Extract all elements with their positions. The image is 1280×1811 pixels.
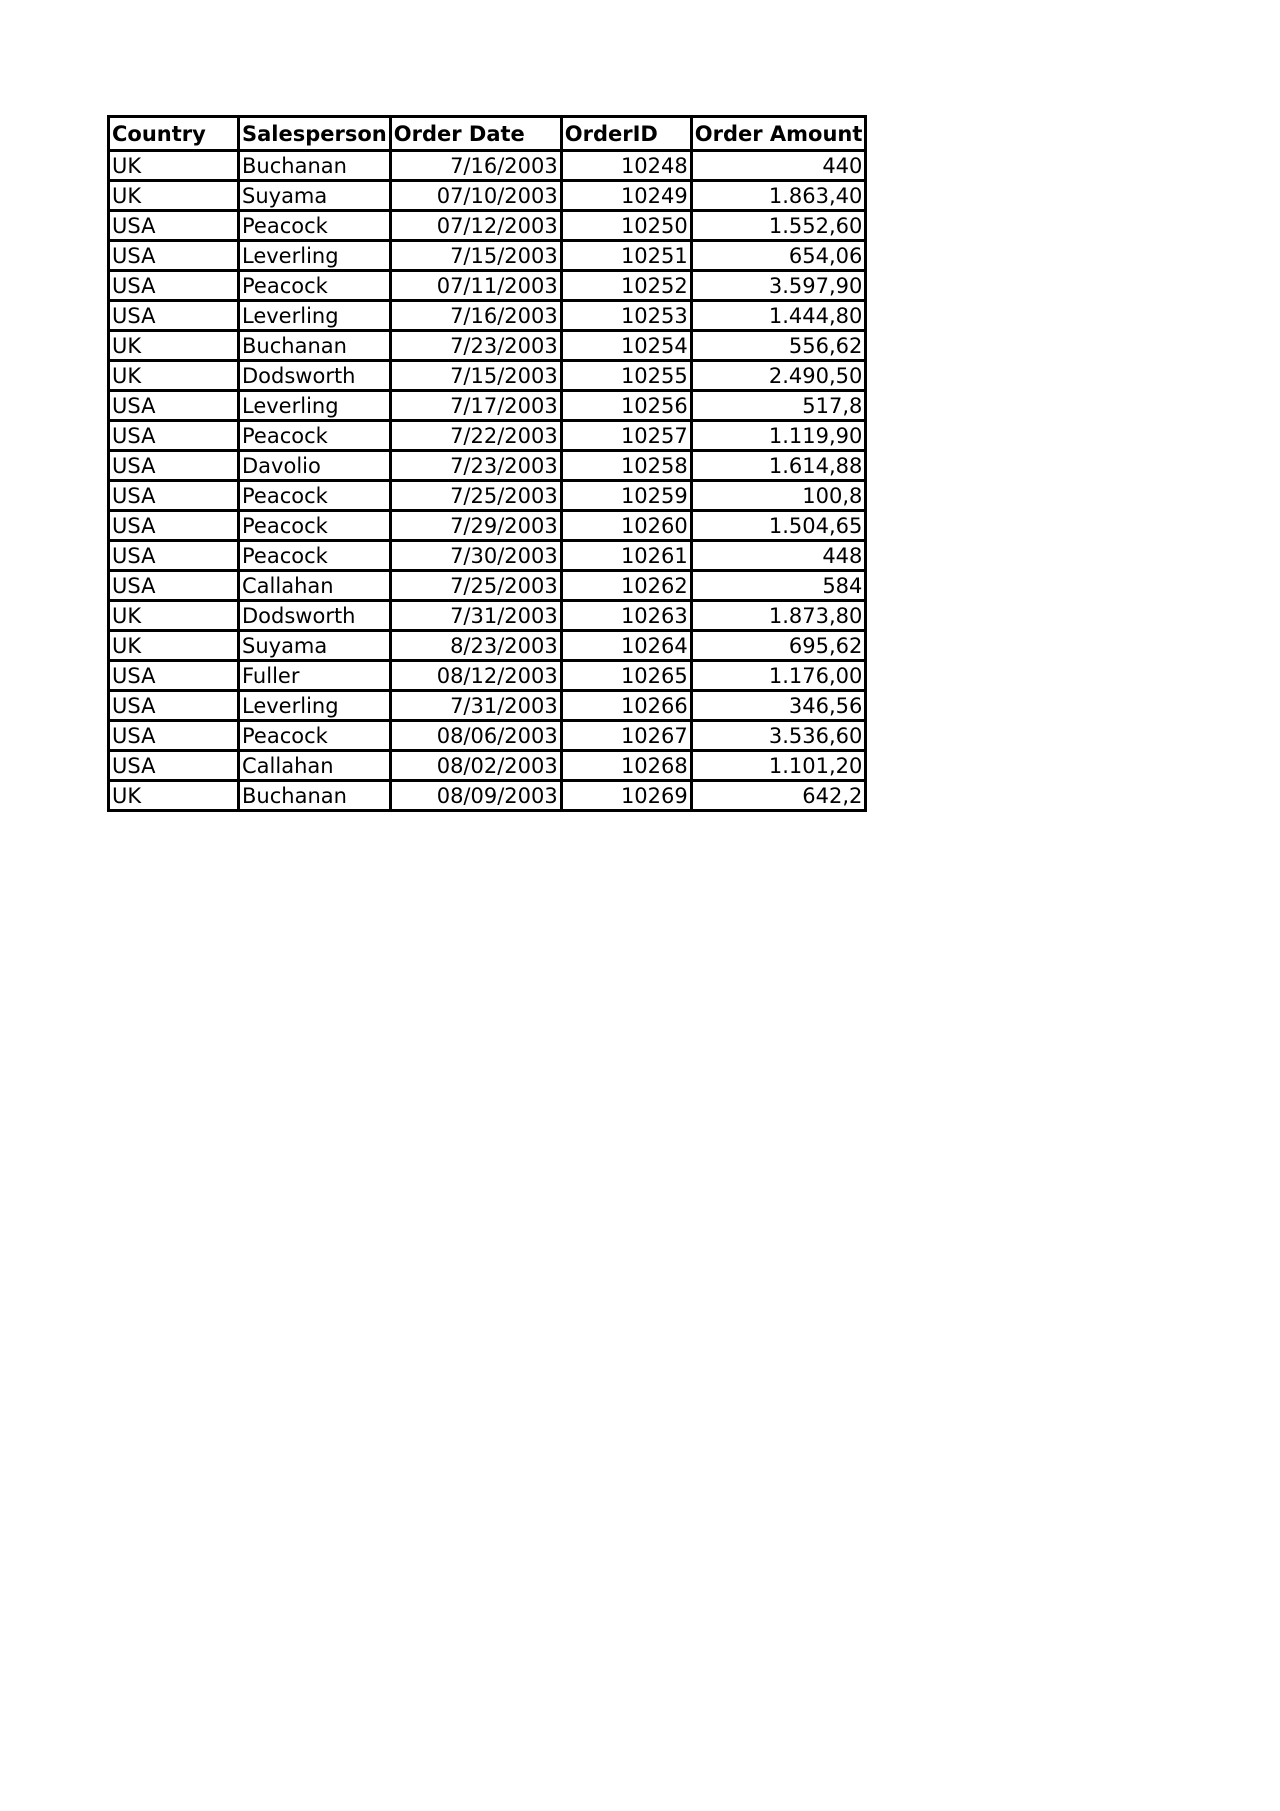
cell-order-amount: 1.504,65: [691, 511, 866, 541]
cell-country: UK: [109, 601, 239, 631]
cell-country: USA: [109, 271, 239, 301]
table-row: [109, 151, 866, 181]
cell-salesperson: Peacock: [239, 211, 391, 241]
cell-country: USA: [109, 451, 239, 481]
header-order-date: Order Date: [390, 117, 561, 151]
cell-order-date: 7/25/2003: [390, 571, 561, 601]
cell-salesperson: Buchanan: [239, 781, 391, 811]
cell-order-amount: 1.101,20: [691, 751, 866, 781]
cell-country: USA: [109, 241, 239, 271]
cell-order-id: 10256: [561, 391, 691, 421]
header-salesperson: Salesperson: [239, 117, 391, 151]
table-row: [109, 751, 866, 781]
cell-order-amount: 1.444,80: [691, 301, 866, 331]
cell-order-date: 08/02/2003: [390, 751, 561, 781]
cell-order-date: 7/31/2003: [390, 691, 561, 721]
cell-country: USA: [109, 421, 239, 451]
cell-order-amount: 440: [691, 151, 866, 181]
cell-order-id: 10265: [561, 661, 691, 691]
cell-order-date: 07/12/2003: [390, 211, 561, 241]
table-row: [109, 691, 866, 721]
table-row: [109, 631, 866, 661]
table-row: [109, 781, 866, 811]
cell-order-id: 10266: [561, 691, 691, 721]
cell-order-amount: 346,56: [691, 691, 866, 721]
cell-salesperson: Peacock: [239, 511, 391, 541]
table-row: [109, 721, 866, 751]
cell-salesperson: Peacock: [239, 421, 391, 451]
header-row: [109, 117, 866, 151]
cell-country: USA: [109, 721, 239, 751]
cell-order-amount: 654,06: [691, 241, 866, 271]
cell-salesperson: Buchanan: [239, 151, 391, 181]
cell-salesperson: Suyama: [239, 181, 391, 211]
table-row: [109, 661, 866, 691]
table-row: [109, 601, 866, 631]
table-row: [109, 331, 866, 361]
table-row: [109, 211, 866, 241]
cell-salesperson: Davolio: [239, 451, 391, 481]
cell-order-id: 10264: [561, 631, 691, 661]
table-row: [109, 571, 866, 601]
cell-country: USA: [109, 751, 239, 781]
cell-order-id: 10268: [561, 751, 691, 781]
cell-order-amount: 100,8: [691, 481, 866, 511]
cell-order-date: 7/29/2003: [390, 511, 561, 541]
cell-order-date: 8/23/2003: [390, 631, 561, 661]
orders-table: [107, 115, 867, 812]
cell-country: USA: [109, 391, 239, 421]
cell-order-id: 10250: [561, 211, 691, 241]
cell-order-amount: 517,8: [691, 391, 866, 421]
cell-order-date: 7/17/2003: [390, 391, 561, 421]
cell-salesperson: Peacock: [239, 271, 391, 301]
cell-country: USA: [109, 571, 239, 601]
header-order-amount: Order Amount: [691, 117, 866, 151]
cell-order-date: 08/12/2003: [390, 661, 561, 691]
cell-salesperson: Peacock: [239, 481, 391, 511]
cell-order-date: 7/25/2003: [390, 481, 561, 511]
cell-order-amount: 3.597,90: [691, 271, 866, 301]
cell-country: UK: [109, 361, 239, 391]
table-row: [109, 421, 866, 451]
cell-order-amount: 642,2: [691, 781, 866, 811]
cell-order-amount: 1.119,90: [691, 421, 866, 451]
cell-salesperson: Leverling: [239, 241, 391, 271]
cell-order-date: 7/16/2003: [390, 301, 561, 331]
cell-country: UK: [109, 331, 239, 361]
table-row: [109, 481, 866, 511]
table-row: [109, 301, 866, 331]
cell-order-date: 08/06/2003: [390, 721, 561, 751]
cell-order-amount: 3.536,60: [691, 721, 866, 751]
cell-salesperson: Leverling: [239, 691, 391, 721]
cell-country: USA: [109, 541, 239, 571]
cell-order-date: 7/15/2003: [390, 241, 561, 271]
table-row: [109, 361, 866, 391]
cell-salesperson: Peacock: [239, 541, 391, 571]
header-order-id: OrderID: [561, 117, 691, 151]
cell-order-date: 7/23/2003: [390, 331, 561, 361]
cell-order-id: 10255: [561, 361, 691, 391]
cell-order-date: 7/31/2003: [390, 601, 561, 631]
table-row: [109, 451, 866, 481]
cell-order-id: 10267: [561, 721, 691, 751]
cell-salesperson: Dodsworth: [239, 601, 391, 631]
cell-order-amount: 1.614,88: [691, 451, 866, 481]
cell-country: USA: [109, 511, 239, 541]
cell-order-amount: 2.490,50: [691, 361, 866, 391]
cell-order-id: 10262: [561, 571, 691, 601]
table-row: [109, 181, 866, 211]
cell-order-id: 10263: [561, 601, 691, 631]
cell-salesperson: Dodsworth: [239, 361, 391, 391]
cell-country: USA: [109, 211, 239, 241]
cell-country: USA: [109, 301, 239, 331]
cell-order-date: 08/09/2003: [390, 781, 561, 811]
table-row: [109, 391, 866, 421]
cell-order-date: 07/11/2003: [390, 271, 561, 301]
table-row: [109, 271, 866, 301]
cell-country: USA: [109, 661, 239, 691]
cell-order-amount: 1.552,60: [691, 211, 866, 241]
cell-order-id: 10254: [561, 331, 691, 361]
cell-salesperson: Buchanan: [239, 331, 391, 361]
cell-order-amount: 1.873,80: [691, 601, 866, 631]
cell-country: USA: [109, 691, 239, 721]
cell-order-id: 10251: [561, 241, 691, 271]
cell-order-id: 10260: [561, 511, 691, 541]
cell-salesperson: Leverling: [239, 301, 391, 331]
cell-salesperson: Leverling: [239, 391, 391, 421]
cell-country: UK: [109, 631, 239, 661]
cell-salesperson: Peacock: [239, 721, 391, 751]
cell-order-date: 7/30/2003: [390, 541, 561, 571]
cell-country: UK: [109, 181, 239, 211]
cell-salesperson: Fuller: [239, 661, 391, 691]
cell-order-id: 10248: [561, 151, 691, 181]
cell-order-id: 10261: [561, 541, 691, 571]
cell-order-id: 10253: [561, 301, 691, 331]
cell-order-amount: 556,62: [691, 331, 866, 361]
cell-order-id: 10249: [561, 181, 691, 211]
cell-order-id: 10252: [561, 271, 691, 301]
cell-order-date: 7/16/2003: [390, 151, 561, 181]
cell-salesperson: Callahan: [239, 751, 391, 781]
cell-order-date: 07/10/2003: [390, 181, 561, 211]
cell-order-id: 10258: [561, 451, 691, 481]
cell-order-id: 10269: [561, 781, 691, 811]
cell-order-amount: 584: [691, 571, 866, 601]
table-body: [109, 151, 866, 811]
cell-order-id: 10257: [561, 421, 691, 451]
table-row: [109, 511, 866, 541]
cell-country: UK: [109, 151, 239, 181]
cell-order-date: 7/22/2003: [390, 421, 561, 451]
cell-country: UK: [109, 781, 239, 811]
cell-salesperson: Suyama: [239, 631, 391, 661]
table-row: [109, 241, 866, 271]
cell-order-amount: 1.176,00: [691, 661, 866, 691]
cell-order-amount: 448: [691, 541, 866, 571]
table-row: [109, 541, 866, 571]
cell-order-amount: 1.863,40: [691, 181, 866, 211]
cell-salesperson: Callahan: [239, 571, 391, 601]
cell-order-date: 7/15/2003: [390, 361, 561, 391]
header-country: Country: [109, 117, 239, 151]
cell-order-id: 10259: [561, 481, 691, 511]
cell-order-date: 7/23/2003: [390, 451, 561, 481]
cell-country: USA: [109, 481, 239, 511]
cell-order-amount: 695,62: [691, 631, 866, 661]
